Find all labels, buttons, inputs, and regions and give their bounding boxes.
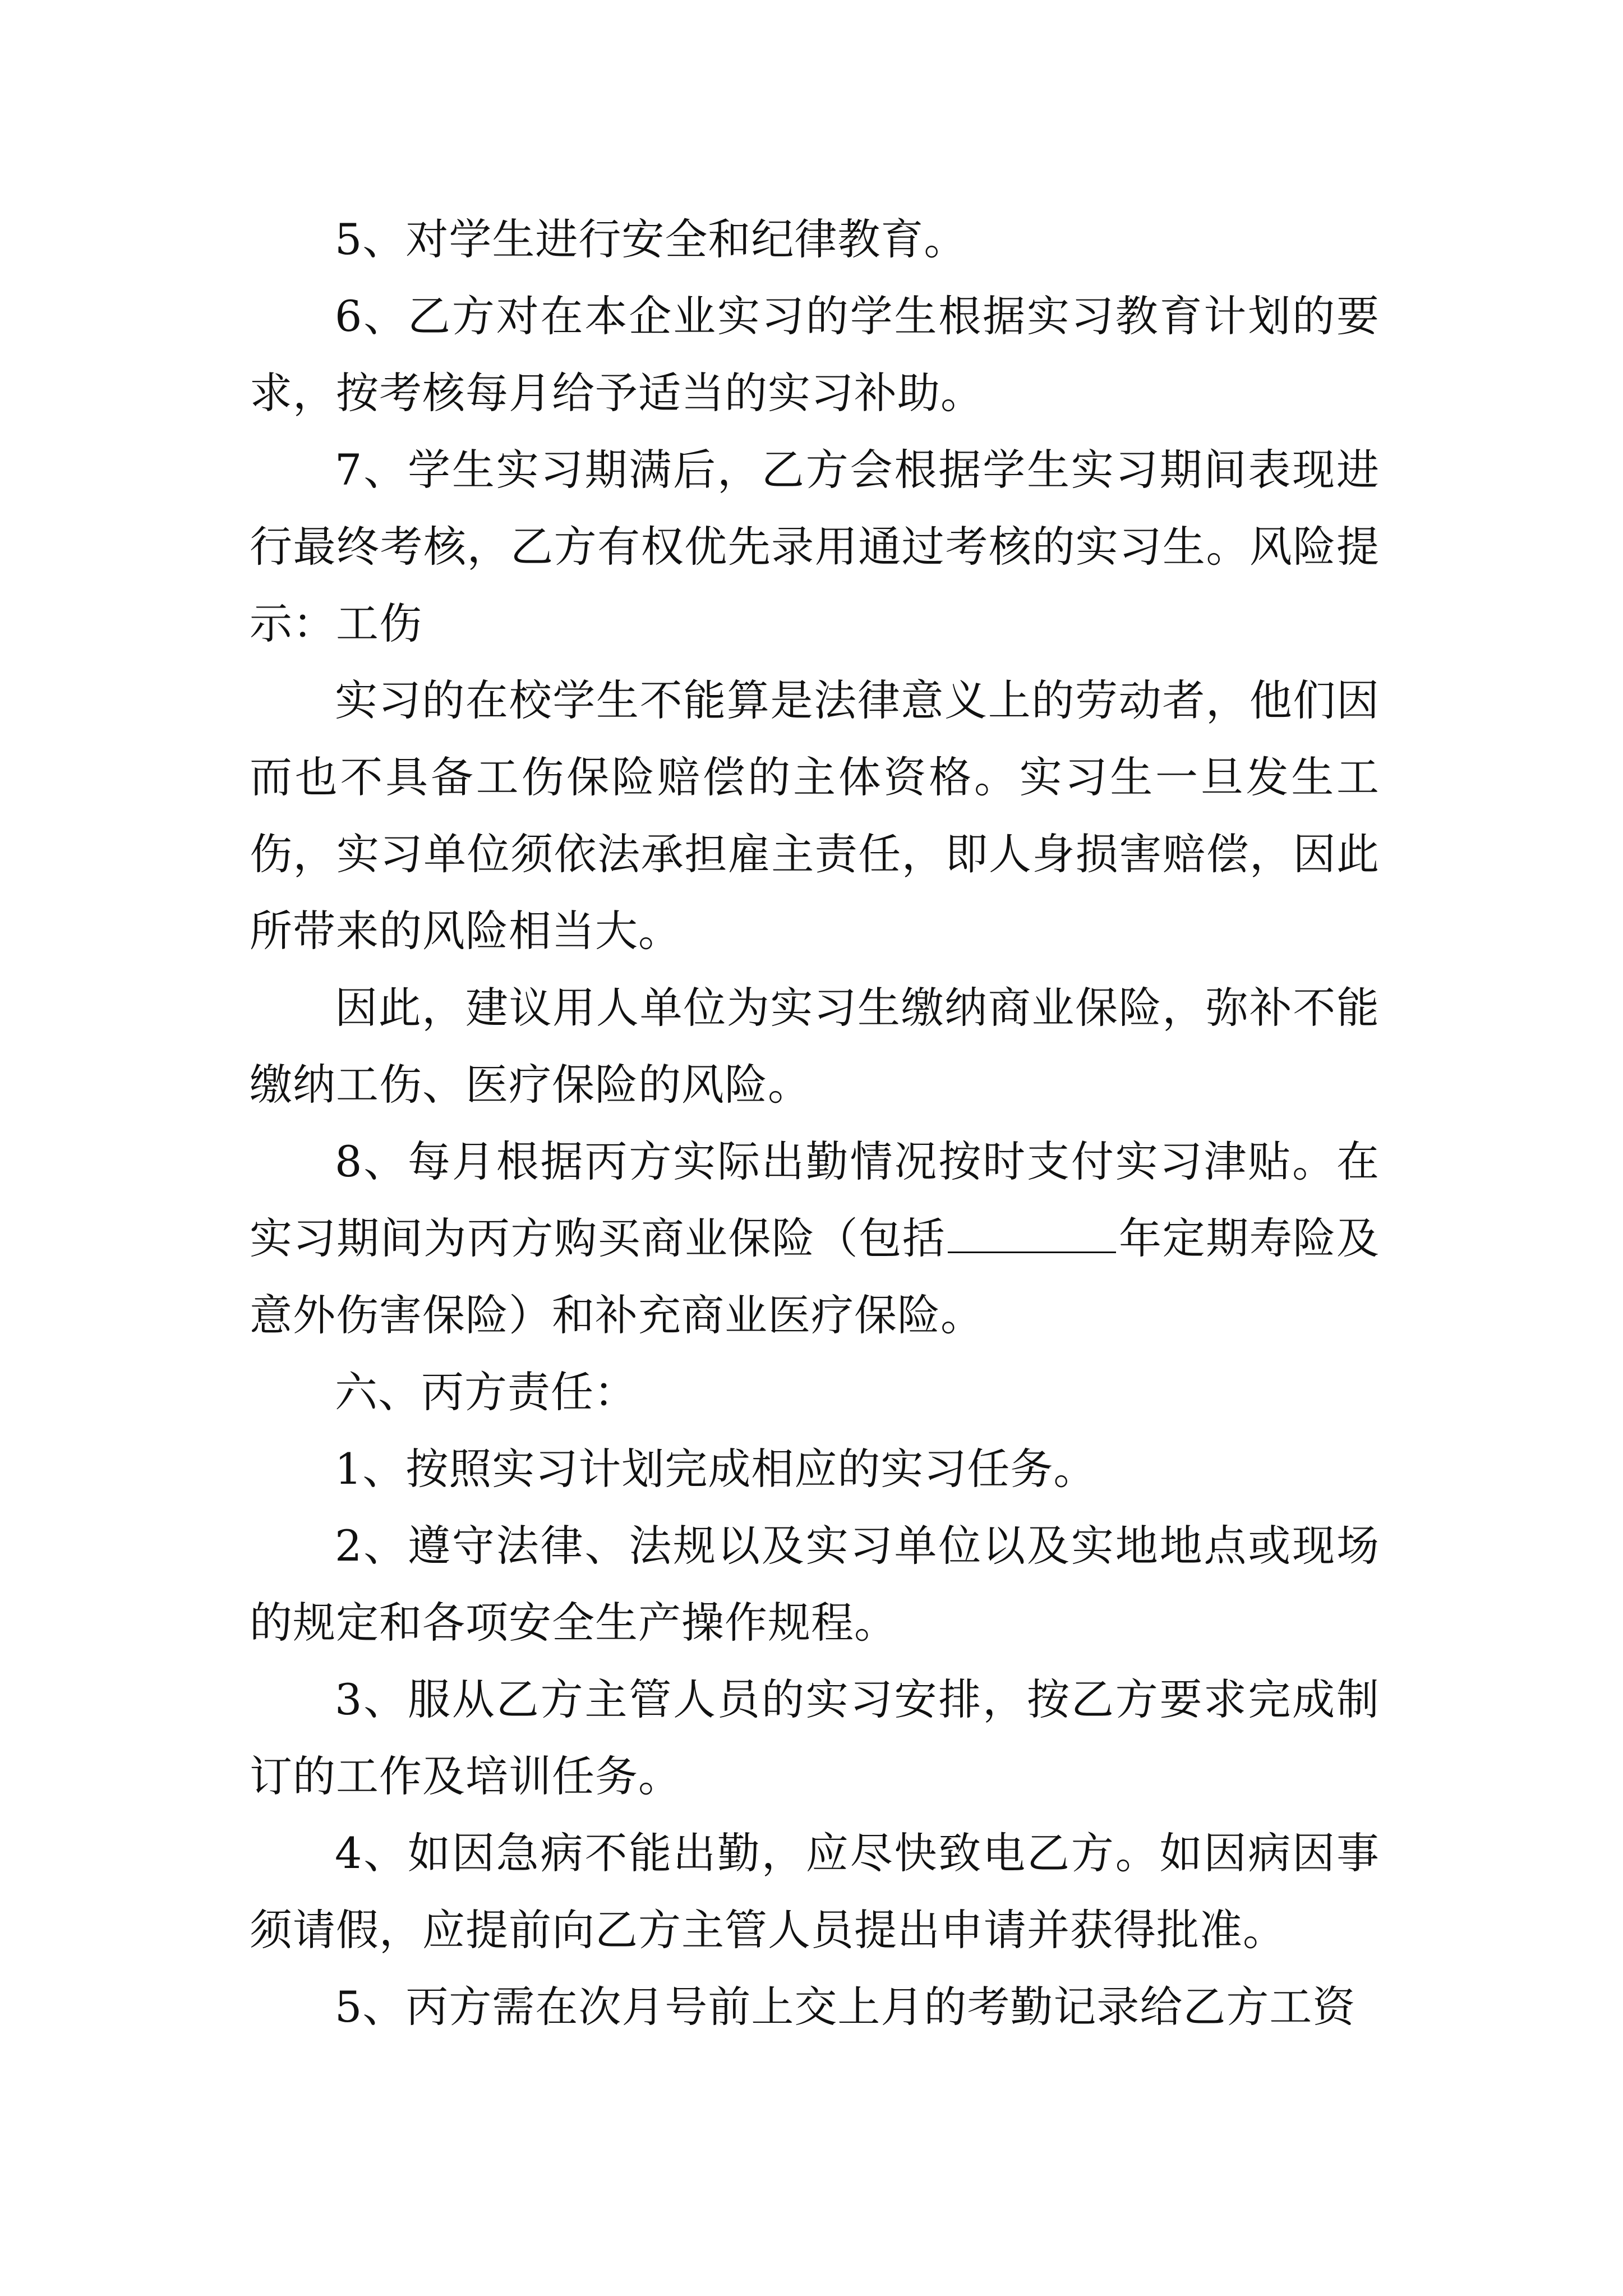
allowance-text-before-blank: 8、每月根据丙方实际出勤情况按时支付实习津贴。在实习期间为丙方购买商业保险（包括: [250, 1137, 1380, 1263]
paragraph-safety-education: 5、对学生进行安全和纪律教育。: [335, 214, 967, 264]
paragraph-obey-regulations: 2、遵守法律、法规以及实习单位以及实地地点或现场的规定和各项安全生产操作规程。: [250, 1521, 1380, 1648]
paragraph-work-injury-risk: 实习的在校学生不能算是法律意义上的劳动者，他们因而也不具备工伤保险赔偿的主体资格。实习生一旦发生工伤，实习单位须依法承担雇主责任，即人身损害赔偿，因此所带来的风险相当大。: [250, 675, 1380, 956]
section-heading-party-c-responsibilities: 六、丙方责任：: [335, 1367, 637, 1417]
paragraph-internship-subsidy: 6、乙方对在本企业实习的学生根据实习教育计划的要求，按考核每月给予适当的实习补助。: [250, 291, 1380, 418]
paragraph-final-assessment: 7、学生实习期满后，乙方会根据学生实习期间表现进行最终考核，乙方有权优先录用通过考核的实习生。风险提示：工伤: [250, 445, 1380, 648]
paragraph-leave-request: 4、如因急病不能出勤，应尽快致电乙方。如因病因事须请假，应提前向乙方主管人员提出申请并获得批准。: [250, 1828, 1380, 1955]
paragraph-attendance-record: 5、丙方需在次月号前上交上月的考勤记录给乙方工资: [335, 1982, 1356, 2032]
paragraph-complete-tasks: 1、按照实习计划完成相应的实习任务。: [335, 1444, 1097, 1494]
fill-in-blank: [948, 1220, 1116, 1253]
paragraph-commercial-insurance: 因此，建议用人单位为实习生缴纳商业保险，弥补不能缴纳工伤、医疗保险的风险。: [250, 983, 1380, 1110]
paragraph-allowance-and-insurance: [250, 1123, 1380, 1354]
document-body: [250, 201, 1380, 2045]
paragraph-follow-arrangements: 3、服从乙方主管人员的实习安排，按乙方要求完成制订的工作及培训任务。: [250, 1674, 1380, 1801]
allowance-text-after-blank: 年定期寿险及意外伤害保险）和补充商业医疗保险。: [250, 1213, 1380, 1340]
